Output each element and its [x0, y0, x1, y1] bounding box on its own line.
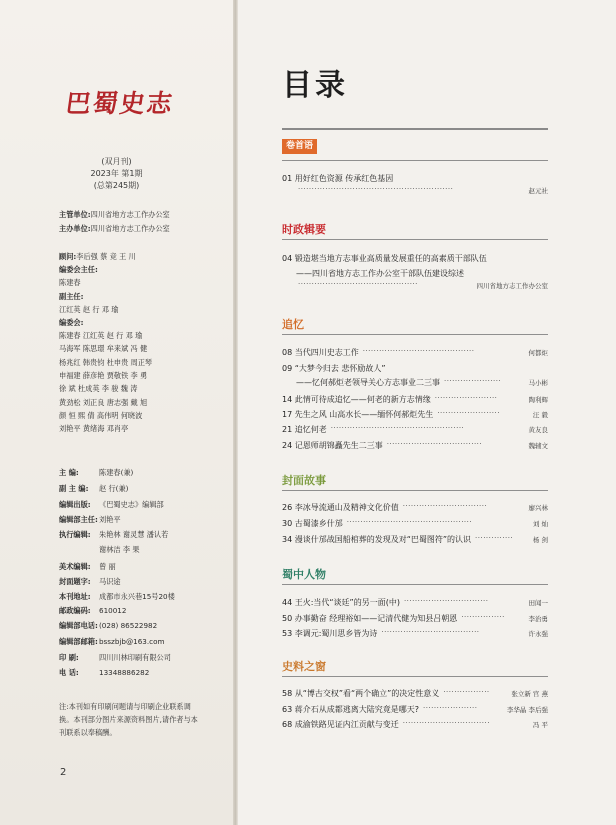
- toc-author: 马小彬: [528, 379, 548, 387]
- committee-head-label: 编委会主任:: [59, 265, 98, 274]
- toc-entry[interactable]: 14 此情可待成追忆——何老的新方志情缘: [282, 395, 431, 404]
- committee-line: 刘艳平 黄绪海 邓肖亭: [59, 424, 129, 434]
- dot-leader: ··············································: [346, 518, 473, 526]
- top-divider: [282, 128, 548, 130]
- toc-author: 冯 平: [532, 721, 548, 729]
- staff-value: 刘艳平: [99, 515, 121, 524]
- staff-value: 成都市永兴巷15号20楼: [99, 592, 175, 601]
- dot-leader: ·····················: [444, 377, 502, 385]
- committee-line: 杨兆红 韩贵钧 杜申贵 周正琴: [59, 357, 153, 367]
- toc-author: 李治勇: [528, 615, 548, 623]
- staff-value: 四川川林印刷有限公司: [99, 653, 171, 662]
- dot-leader: ·······························: [402, 502, 488, 510]
- issue-total: (总第245期): [93, 181, 140, 190]
- note-line-3: 刊联系以奉稿酬。: [59, 728, 117, 737]
- toc-entry[interactable]: 63 蒋介石从成都逃离大陆究竟是哪天?: [282, 705, 419, 714]
- section-rule: [282, 160, 548, 161]
- toc-author: 汪 毅: [532, 411, 548, 419]
- dot-leader: ································: [402, 719, 490, 727]
- section-heading: 封面故事: [282, 474, 326, 487]
- dot-leader: ··············: [475, 534, 514, 542]
- toc-author: 赵元社: [528, 187, 548, 195]
- dot-leader: ················: [461, 613, 505, 621]
- toc-entry[interactable]: 08 当代四川史志工作: [282, 348, 359, 357]
- toc-author: 许永强: [528, 630, 548, 638]
- toc-entry[interactable]: 09 “大梦今归去 悲怀励故人”: [282, 364, 386, 373]
- staff-row: [59, 515, 121, 525]
- section-heading: 蜀中人物: [282, 568, 326, 581]
- dot-leader: ·······················: [437, 409, 500, 417]
- staff-value: 《巴蜀史志》编辑部: [99, 500, 164, 509]
- toc-author: 张立新 官 燕: [511, 690, 548, 698]
- committee-line: 陈建春 江红英 赵 行 邓 瑜: [59, 331, 143, 340]
- staff-label: 编辑部主任:: [59, 515, 98, 524]
- staff-row: [59, 562, 116, 572]
- toc-entry[interactable]: 50 办事勤奋 经理裕如——记清代健为知县吕朝恩: [282, 614, 458, 623]
- staff-row: [59, 577, 121, 587]
- toc-entry[interactable]: ——四川省地方志工作办公室干部队伍建设综述: [296, 269, 464, 278]
- staff-label: 邮政编码:: [59, 606, 91, 615]
- dot-leader: ·········································: [362, 347, 475, 355]
- section-rule: [282, 239, 548, 240]
- magazine-logo: 巴蜀史志: [63, 89, 176, 118]
- dot-leader: ···································: [386, 440, 483, 448]
- sponsor-line-2: 主办单位:四川省地方志工作办公室: [59, 224, 170, 233]
- staff-row: [59, 621, 157, 631]
- staff-row: [59, 484, 128, 494]
- section-rule: [282, 490, 548, 491]
- committee-vice-names: 江红英 赵 行 邓 瑜: [59, 305, 119, 314]
- staff-value: (028) 86522982: [99, 621, 158, 630]
- toc-author: 廖兴林: [528, 504, 548, 512]
- staff-label: 封面题字:: [59, 577, 91, 586]
- staff-row: [59, 592, 175, 602]
- toc-author: 田闻一: [528, 599, 548, 607]
- committee-line: 颜 恒 熙 倩 高伟明 何晓波: [59, 410, 143, 420]
- toc-entry[interactable]: 04 锻造堪当地方志事业高质量发展重任的高素质干部队伍: [282, 254, 487, 263]
- staff-label: 本刊地址:: [59, 592, 91, 601]
- section-rule: [282, 584, 548, 585]
- toc-entry[interactable]: 53 李调元:蜀川思乡皆为诗: [282, 629, 378, 638]
- section-heading: 追忆: [282, 318, 304, 331]
- toc-author: 黄友良: [528, 426, 548, 434]
- section-rule: [282, 676, 548, 677]
- dot-leader: ·························································: [298, 185, 454, 193]
- staff-row: [59, 606, 126, 616]
- committee-line: 申福建 薛彦艳 贾敬铁 李 勇: [59, 370, 148, 380]
- page-number: 2: [60, 767, 67, 778]
- dot-leader: ····················: [422, 704, 478, 712]
- dot-leader: ·················································: [330, 424, 465, 432]
- committee-line: 徐 斌 杜成英 李 骏 魏 涛: [59, 384, 138, 394]
- staff-label: 主 编:: [59, 468, 79, 477]
- note-line-1: 注:本刊如有印刷问题请与印刷企业联系调: [59, 702, 191, 711]
- toc-entry[interactable]: 30 古蜀漆乡什邡: [282, 519, 343, 528]
- staff-label: 执行编辑:: [59, 530, 91, 539]
- staff-label: 编辑部电话:: [59, 621, 98, 630]
- committee-vice-label: 副主任:: [59, 292, 84, 301]
- toc-entry[interactable]: 58 从“博古交权”看“两个确立”的决定性意义: [282, 689, 440, 698]
- issue-frequency: (双月刊): [101, 157, 132, 166]
- toc-author: 刘 灿: [532, 520, 548, 528]
- advisers: 顾问:李后强 蔡 竞 王 川: [59, 252, 136, 261]
- staff-label: 印 刷:: [59, 653, 79, 662]
- toc-author: 魏辅文: [528, 442, 548, 450]
- staff-label: 编辑出版:: [59, 500, 91, 509]
- toc-entry[interactable]: 17 先生之风 山高水长——缅怀何郝炬先生: [282, 410, 434, 419]
- staff-row: [59, 530, 168, 540]
- staff-label: 副 主 编:: [59, 484, 89, 493]
- committee-label: 编委会:: [59, 318, 84, 327]
- dot-leader: ·······························: [403, 597, 489, 605]
- committee-line: 黄劲松 刘正良 唐志强 戴 旭: [59, 397, 148, 407]
- section-heading: 时政辑要: [282, 223, 326, 236]
- staff-value: 曾 丽: [99, 562, 116, 571]
- toc-title: 目录: [282, 68, 348, 103]
- staff-value: 谢林洁 李 果: [99, 545, 140, 554]
- staff-row: [59, 637, 165, 647]
- staff-value: 赵 行(兼): [99, 484, 129, 493]
- toc-entry[interactable]: 34 漫谈什邡战国船棺葬的发现及对“巴蜀图符”的认识: [282, 535, 472, 544]
- section-rule: [282, 334, 548, 335]
- staff-row: [59, 500, 164, 510]
- staff-label: 编辑部邮箱:: [59, 637, 98, 646]
- toc-entry[interactable]: 24 记恩师胡锦矗先生二三事: [282, 441, 383, 450]
- toc-entry[interactable]: 26 李冰导流通山及精神文化价值: [282, 503, 399, 512]
- toc-author: 四川省地方志工作办公室: [476, 282, 548, 290]
- section-heading: 史料之窗: [282, 660, 326, 673]
- staff-row: [59, 545, 140, 555]
- dot-leader: ····································: [381, 628, 480, 636]
- left-page: [0, 0, 233, 825]
- dot-leader: ·················: [443, 688, 490, 696]
- staff-value: 610012: [99, 606, 127, 615]
- staff-row: [59, 668, 149, 678]
- toc-entry[interactable]: 21 追忆何老: [282, 425, 327, 434]
- toc-author: 何都炬: [528, 349, 548, 357]
- staff-value: 马识途: [99, 577, 121, 586]
- staff-label: 电 话:: [59, 668, 79, 677]
- staff-value: 朱艳林 谢灵慧 潘认若: [99, 530, 169, 539]
- staff-value: 13348886282: [99, 668, 150, 677]
- toc-entry[interactable]: ——忆何郝炬老领导关心方志事业二三事: [296, 378, 440, 387]
- note-line-2: 换。本刊部分图片来源资料图片,请作者与本: [59, 715, 198, 724]
- dot-leader: ············································: [298, 280, 418, 288]
- toc-entry[interactable]: 68 成渝铁路见证内江贡献与变迁: [282, 720, 399, 729]
- sponsor-line-1: 主管单位:四川省地方志工作办公室: [59, 210, 170, 219]
- toc-entry[interactable]: 01 用好红色资源 传承红色基因: [282, 174, 394, 183]
- toc-author: 杨 剑: [532, 536, 548, 544]
- staff-value: 陈建春(兼): [99, 468, 134, 477]
- section-heading: 卷首语: [282, 139, 317, 154]
- toc-author: 李华晶 李后强: [506, 706, 548, 714]
- staff-row: [59, 653, 171, 663]
- committee-line: 马海军 陈思璟 牟来斌 冯 健: [59, 344, 148, 354]
- dot-leader: ·······················: [434, 394, 498, 402]
- staff-label: 美术编辑:: [59, 562, 91, 571]
- issue-year-number: 2023年 第1期: [90, 169, 143, 178]
- committee-head-names: 陈建春: [59, 278, 81, 287]
- staff-row: [59, 468, 133, 478]
- toc-entry[interactable]: 44 王火:当代“谈廷”的另一面(中): [282, 598, 400, 607]
- staff-value: bsszbjb@163.com: [99, 637, 165, 646]
- toc-author: 陶利辉: [528, 396, 548, 404]
